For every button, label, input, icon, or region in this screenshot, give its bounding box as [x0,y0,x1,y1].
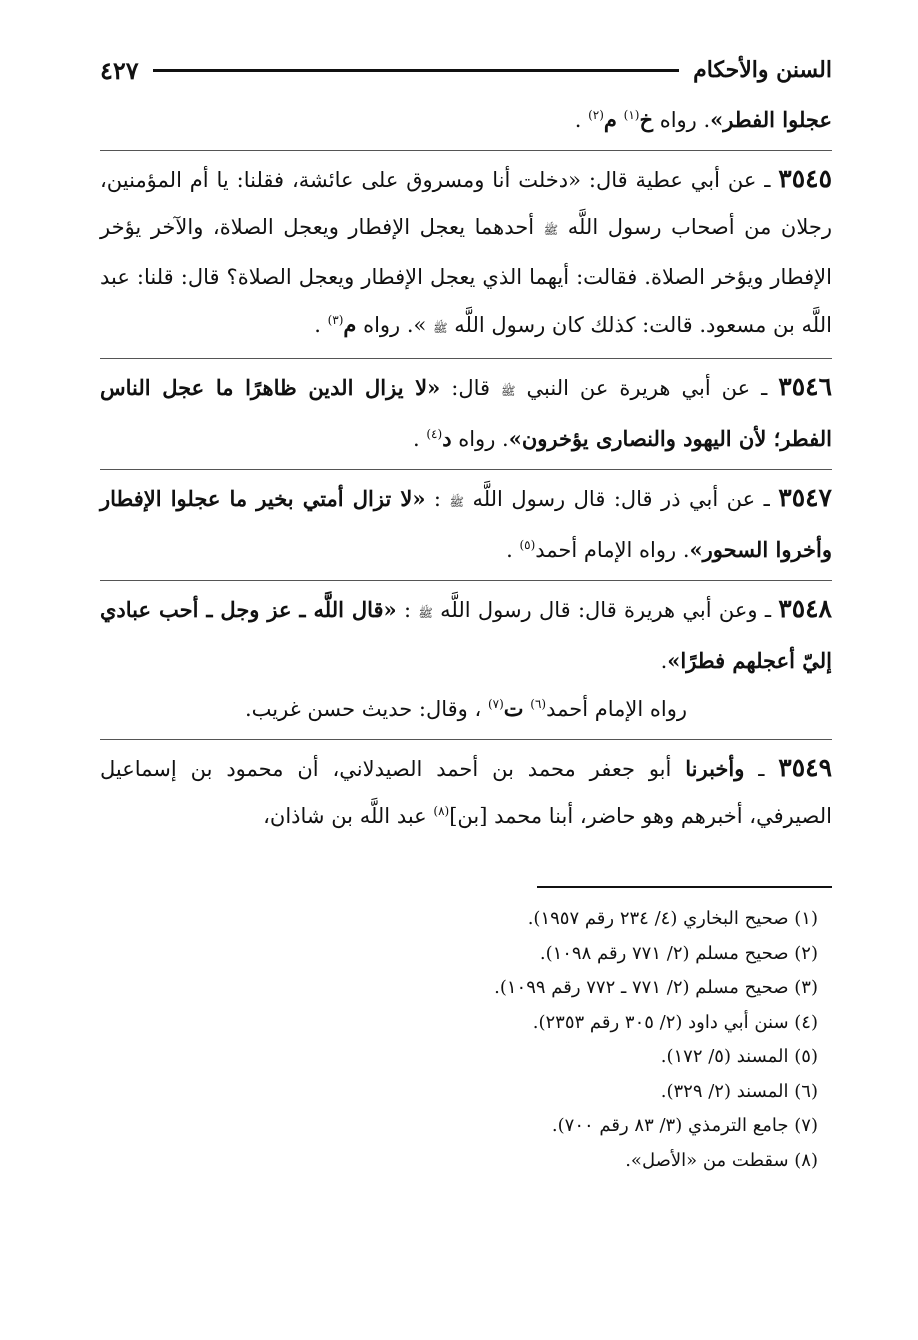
paragraph: ٣٥٤٩ ـ وأخبرنا أبو جعفر محمد بن أحمد الصيدلاني، أن محمود بن إسماعيل الصيرفي، أخبرهم وهو حاضر، أبنا محمد [بن]$^{(٨)}$ عبد اللَّه بن شاذان، [100,739,832,840]
footnotes [100,902,818,1178]
footnote: (٨) سقطت من «الأصل». [625,1149,818,1171]
footnote: (١) صحيح البخاري (٤/ ٢٣٤ رقم ١٩٥٧). [527,908,818,929]
page-number: ٤٢٧ [100,55,139,85]
footnote: (٥) المسند (٥/ ١٧٢). [660,1046,818,1067]
paragraph: رواه الإمام أحمد$^{(٦)}$ ت$^{(٧)}$ ، وقال: حديث حسن غريب. [245,696,687,721]
header-title: السنن والأحكام [693,57,832,83]
footnote: (٦) المسند (٢/ ٣٢٩). [660,1080,818,1102]
running-header [100,52,832,88]
footnote-separator [537,886,832,888]
header-rule [153,69,679,72]
paragraph: ٣٥٤٥ ـ عن أبي عطية قال: «دخلت أنا ومسروق على عائشة، فقلنا: يا أم المؤمنين، رجلان من أصحاب رسول اللَّه ﷺ أحدهما يعجل الإفطار ويعجل الصلاة، والآخر يؤخر الإفطار ويؤخر الصلاة. فقالت: أيهما الذي يعجل الإفطار ويعجل الصلاة؟ قال: قلنا: عبد اللَّه بن مسعود. قالت: كذلك كان رسول اللَّه ﷺ ». رواه م$^{(٣)}$ . [100,150,832,352]
paragraph: عجلوا الفطر». رواه خ$^{(١)}$ م$^{(٢)}$ . [574,107,832,132]
footnote: (٣) صحيح مسلم (٢/ ٧٧١ ـ ٧٧٢ رقم ١٠٩٩). [494,977,818,998]
footnote: (٤) سنن أبي داود (٢/ ٣٠٥ رقم ٢٣٥٣). [532,1011,818,1033]
paragraph: ٣٥٤٦ ـ عن أبي هريرة عن النبي ﷺ قال: «لا يزال الدين ظاهرًا ما عجل الناس الفطر؛ لأن اليهود والنصارى يؤخرون». رواه د$^{(٤)}$ . [100,358,832,463]
footnote: (٧) جامع الترمذي (٣/ ٨٣ رقم ٧٠٠). [551,1115,818,1136]
paragraph: ٣٥٤٨ ـ وعن أبي هريرة قال: قال رسول اللَّه ﷺ : «قال اللَّه ـ عز وجل ـ أحب عبادي إليّ أعجلهم فطرًا». [100,580,832,685]
paragraph: ٣٥٤٧ ـ عن أبي ذر قال: قال رسول اللَّه ﷺ : «لا تزال أمتي بخير ما عجلوا الإفطار وأخروا السحور». رواه الإمام أحمد$^{(٥)}$ . [100,469,832,574]
body-text [100,96,832,840]
footnote: (٢) صحيح مسلم (٢/ ٧٧١ رقم ١٠٩٨). [539,942,818,964]
